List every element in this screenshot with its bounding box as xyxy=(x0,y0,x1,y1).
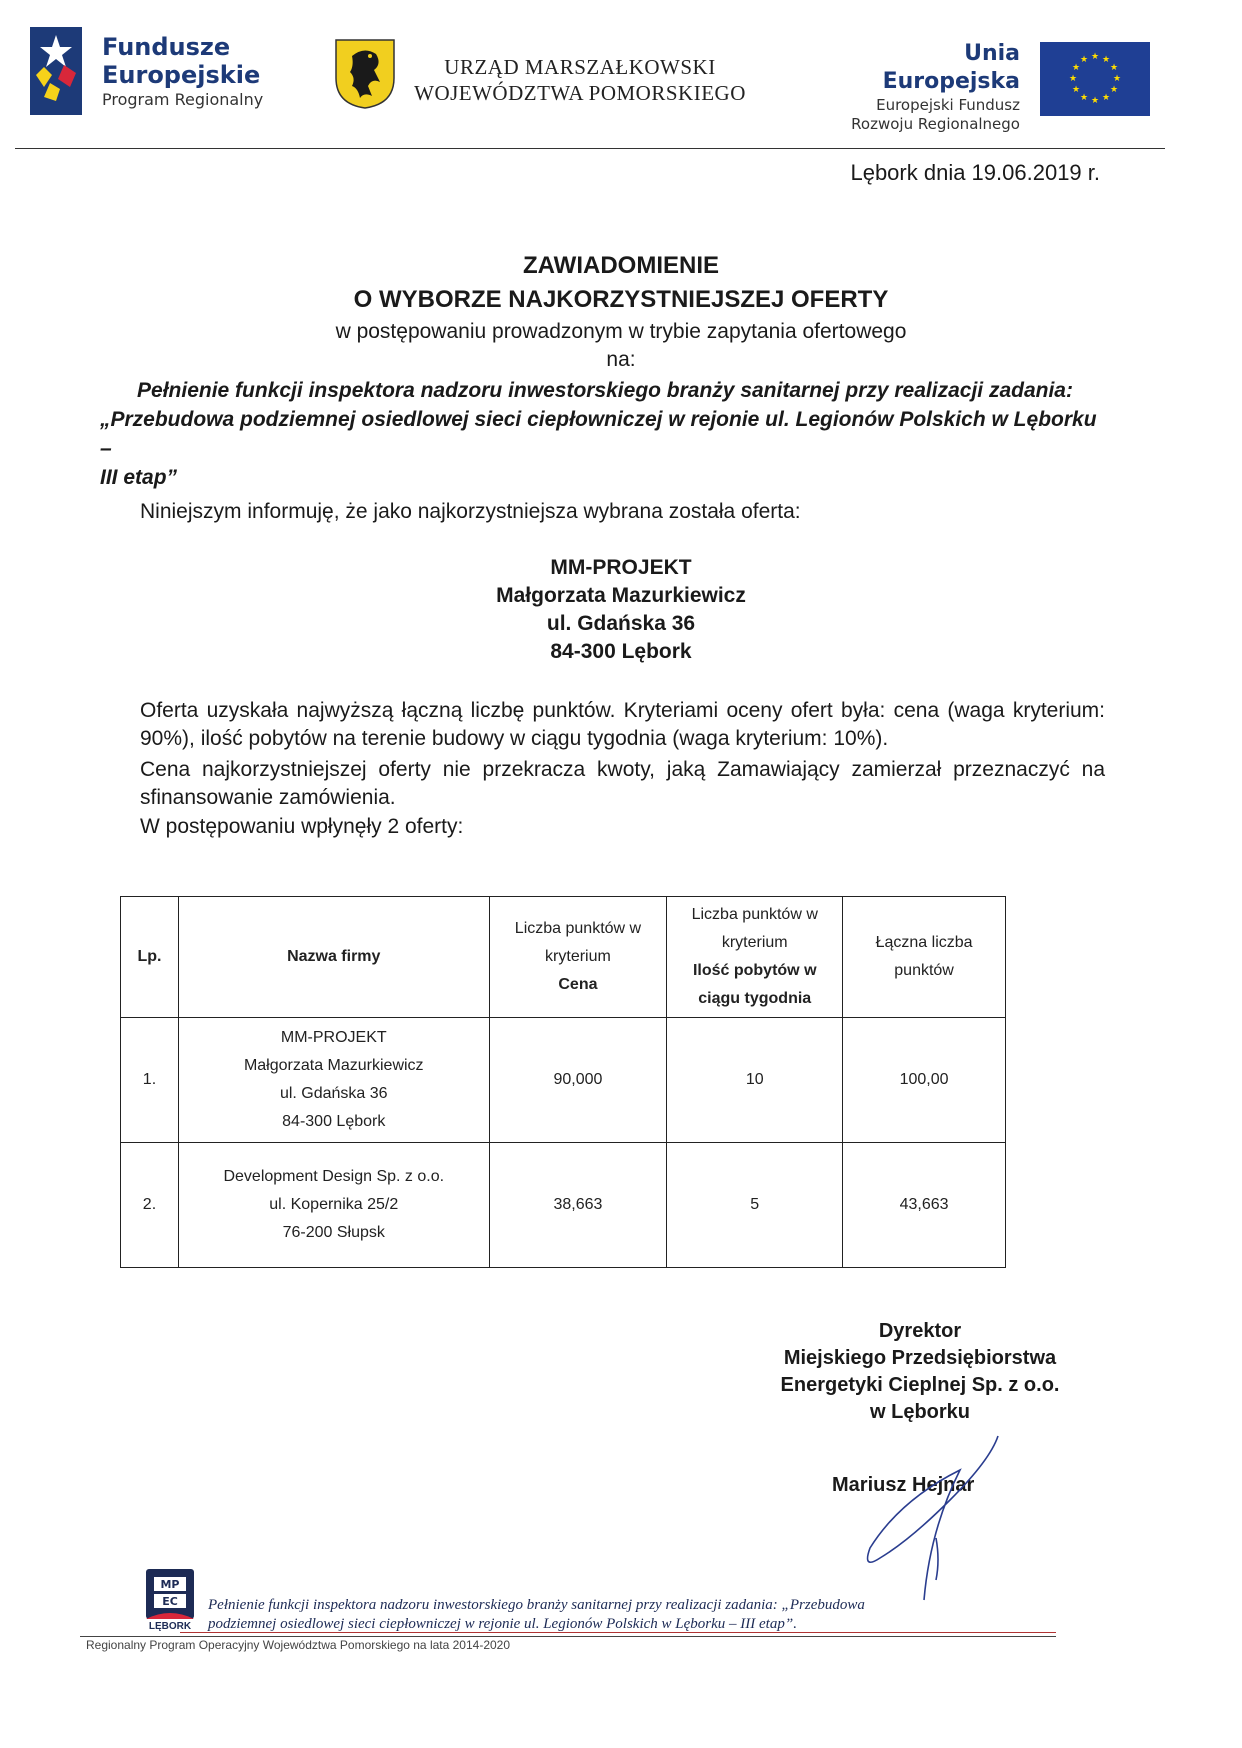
winning-offer xyxy=(0,554,1242,666)
svg-text:★: ★ xyxy=(1101,55,1111,65)
sign-line1: Dyrektor xyxy=(878,1320,962,1342)
svg-text:★: ★ xyxy=(1090,52,1100,62)
svg-text:★: ★ xyxy=(1079,55,1089,65)
ue-line3: Rozwoju Regionalnego xyxy=(851,115,1020,133)
svg-text:★: ★ xyxy=(1068,74,1078,84)
header-price-c: Cena xyxy=(558,976,598,993)
row2-total: 43,663 xyxy=(843,1143,1006,1268)
header-visits xyxy=(667,897,843,1018)
winner-street: ul. Gdańska 36 xyxy=(546,612,696,635)
intro-text: Niniejszym informuję, że jako najkorzystniejsza wybrana została oferta: xyxy=(140,500,801,523)
header-name: Nazwa firmy xyxy=(178,897,489,1018)
sign-line4: w Lęborku xyxy=(869,1401,970,1423)
document-title-line2: O WYBORZE NAJKORZYSTNIEJSZEJ OFERTY xyxy=(353,286,889,313)
handwritten-signature xyxy=(840,1430,1020,1610)
footer-rule xyxy=(80,1636,1056,1637)
row2-lp: 2. xyxy=(121,1143,179,1268)
row2-name-line2: ul. Kopernika 25/2 xyxy=(269,1196,399,1213)
signer-name: Mariusz Hejnar xyxy=(832,1474,975,1496)
svg-text:★: ★ xyxy=(1109,85,1119,95)
urzad-marszalkowski-logo xyxy=(334,38,754,113)
header-lp: Lp. xyxy=(121,897,179,1018)
mpec-logo-icon xyxy=(140,1567,200,1627)
row1-name xyxy=(178,1018,489,1143)
footer-note-line1: Pełnienie funkcji inspektora nadzoru inwestorskiego branży sanitarnej przy realizacji zadania: „Przebudowa xyxy=(208,1597,865,1613)
price-paragraph: Cena najkorzystniejszej oferty nie przekracza kwoty, jaką Zamawiający zamierzał przeznaczyć na sfinansowanie zamówienia. xyxy=(140,758,1105,809)
sign-line2: Miejskiego Przedsiębiorstwa xyxy=(783,1347,1057,1369)
subject-line3: III etap” xyxy=(100,466,178,489)
header-total-b: punktów xyxy=(894,962,954,979)
row2-price: 38,663 xyxy=(489,1143,667,1268)
mpec-mid-text: EC xyxy=(162,1595,178,1608)
svg-text:★: ★ xyxy=(1071,63,1081,73)
header-price-b: kryterium xyxy=(545,948,611,965)
svg-text:★: ★ xyxy=(1079,93,1089,103)
header-divider xyxy=(15,148,1165,149)
subject-line2: „Przebudowa podziemnej osiedlowej sieci ciepłowniczej w rejonie ul. Legionów Polskich w Lęborku – xyxy=(100,408,1097,460)
fe-line3: Program Regionalny xyxy=(102,90,264,109)
row1-name-line4: 84-300 Lębork xyxy=(282,1113,386,1130)
row1-total: 100,00 xyxy=(843,1018,1006,1143)
pomorskie-griffin-crest-icon xyxy=(334,38,396,110)
fundusze-europejskie-icon xyxy=(30,27,82,115)
row1-visits: 10 xyxy=(667,1018,843,1143)
row1-name-line3: ul. Gdańska 36 xyxy=(279,1085,388,1102)
svg-text:★: ★ xyxy=(1101,93,1111,103)
ue-line1: Unia Europejska xyxy=(882,41,1020,94)
footer-red-rule xyxy=(180,1632,1056,1633)
winner-person: Małgorzata Mazurkiewicz xyxy=(496,584,746,607)
fe-line2: Europejskie xyxy=(102,61,261,89)
fe-line1: Fundusze xyxy=(102,33,231,61)
criteria-paragraph: Oferta uzyskała najwyższą łączną liczbę punktów. Kryteriami oceny ofert była: cena (waga kryterium: 90%), ilość pobytów na terenie budowy w ciągu tygodnia (waga kryterium: 10%). xyxy=(140,699,1105,750)
procedure-na: na: xyxy=(606,348,636,371)
row2-name-line3: 76-200 Słupsk xyxy=(282,1224,385,1241)
table-header-row xyxy=(121,897,1006,1018)
signature-block xyxy=(700,1318,1140,1426)
subject-line1: Pełnienie funkcji inspektora nadzoru inwestorskiego branży sanitarnej przy realizacji zadania: xyxy=(137,379,1073,402)
row1-price: 90,000 xyxy=(489,1018,667,1143)
svg-text:★: ★ xyxy=(1090,96,1100,106)
table-row xyxy=(121,1018,1006,1143)
row1-lp: 1. xyxy=(121,1018,179,1143)
svg-text:★: ★ xyxy=(1109,63,1119,73)
unia-europejska-logo xyxy=(820,40,1150,133)
document-date: Lębork dnia 19.06.2019 r. xyxy=(850,160,1100,185)
footer-note-line2: podziemnej osiedlowej sieci ciepłowniczej w rejonie ul. Legionów Polskich w Lęborku – III etap”. xyxy=(208,1616,797,1632)
header-total-a: Łączna liczba xyxy=(875,934,973,951)
table-row xyxy=(121,1143,1006,1268)
offers-table xyxy=(120,896,1006,1268)
contract-subject xyxy=(100,376,1110,492)
um-line2: WOJEWÓDZTWA POMORSKIEGO xyxy=(414,81,746,105)
ue-line2: Europejski Fundusz xyxy=(876,96,1020,114)
footer-program: Regionalny Program Operacyjny Województwa Pomorskiego na lata 2014-2020 xyxy=(86,1638,511,1652)
row1-name-line1: MM-PROJEKT xyxy=(280,1029,387,1046)
svg-text:★: ★ xyxy=(1112,74,1122,84)
document-title: ZAWIADOMIENIE xyxy=(523,252,719,279)
header-visits-b: kryterium xyxy=(721,934,788,951)
header-visits-c: Ilość pobytów w xyxy=(692,962,817,979)
fundusze-europejskie-logo xyxy=(30,25,290,120)
header-price xyxy=(489,897,667,1018)
row2-visits: 5 xyxy=(667,1143,843,1268)
mpec-label: LĘBORK xyxy=(148,1621,192,1632)
svg-text:★: ★ xyxy=(1071,85,1081,95)
row2-name xyxy=(178,1143,489,1268)
row2-name-line1: Development Design Sp. z o.o. xyxy=(223,1168,445,1185)
mpec-top-text: MP xyxy=(160,1578,180,1591)
footer-subject-note xyxy=(208,1596,1108,1634)
eu-flag-icon xyxy=(1040,42,1150,116)
procedure-mode: w postępowaniu prowadzonym w trybie zapytania ofertowego xyxy=(335,320,907,343)
header-visits-a: Liczba punktów w xyxy=(691,906,818,923)
header-price-a: Liczba punktów w xyxy=(514,920,642,937)
um-line1: URZĄD MARSZAŁKOWSKI xyxy=(444,55,716,79)
offers-count: W postępowaniu wpłynęły 2 oferty: xyxy=(140,815,464,838)
sign-line3: Energetyki Cieplnej Sp. z o.o. xyxy=(780,1374,1060,1396)
header-total xyxy=(843,897,1006,1018)
winner-name: MM-PROJEKT xyxy=(550,556,692,579)
header-visits-d: ciągu tygodnia xyxy=(698,990,812,1007)
winner-city: 84-300 Lębork xyxy=(550,640,692,663)
row1-name-line2: Małgorzata Mazurkiewicz xyxy=(243,1057,424,1074)
